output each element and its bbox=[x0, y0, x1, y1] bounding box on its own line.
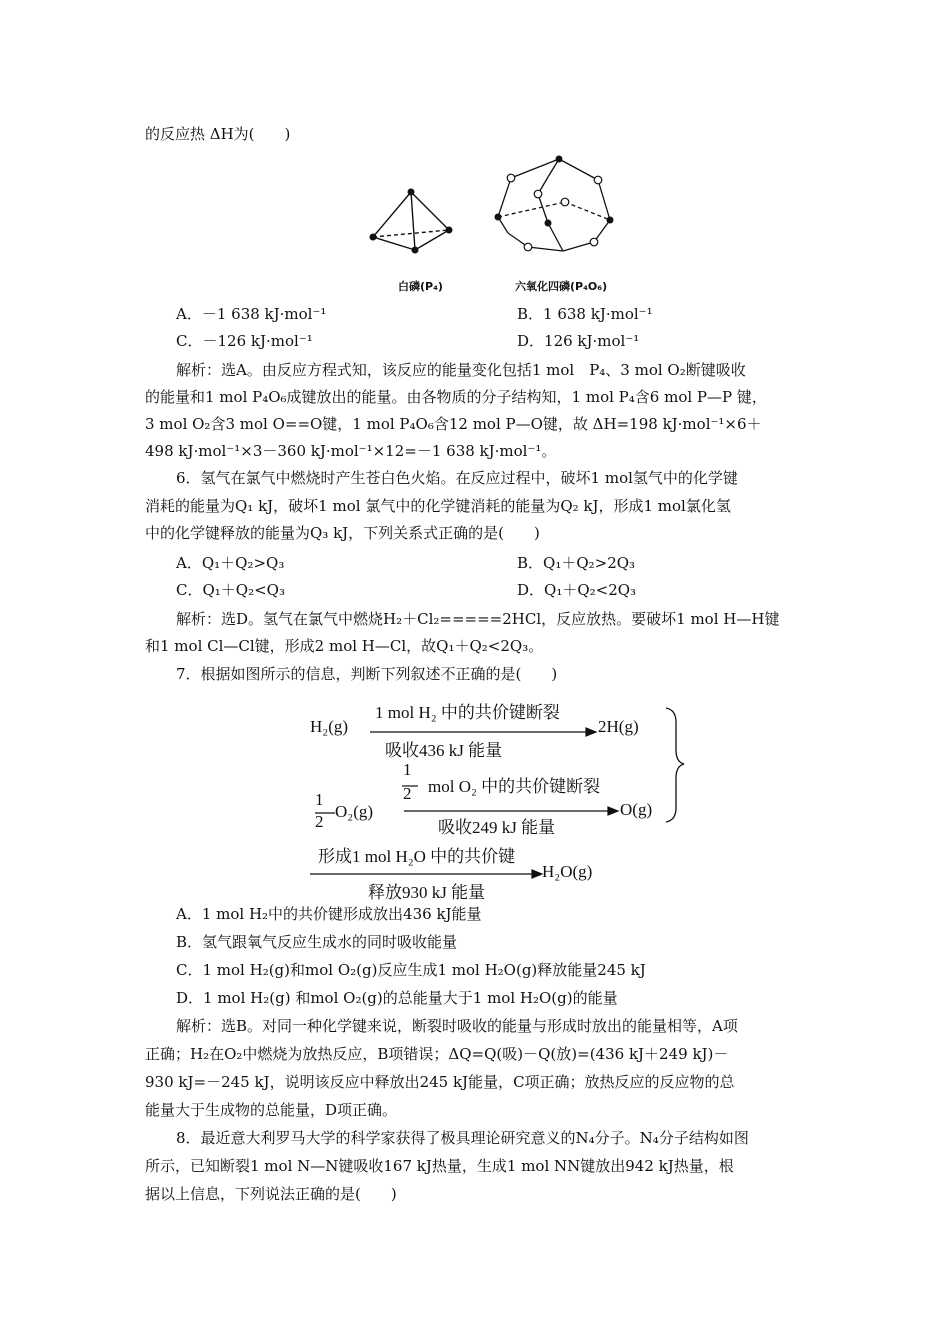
q5-solution-line1: 解析：选A。由反应方程式知，该反应的能量变化包括1 mol P₄、3 mol O₂断键吸收 bbox=[176, 361, 746, 379]
q7-option-d: D．1 mol H₂(g) 和mol O₂(g)的总能量大于1 mol H₂O(g)的能量 bbox=[176, 989, 618, 1007]
q5-solution-line3: 3 mol O₂含3 mol O==O键，1 mol P₄O₆含12 mol P—O键，故 ΔH=198 kJ·mol⁻¹×6＋ bbox=[145, 415, 762, 433]
q7-stem: 7．根据如图所示的信息，判断下列叙述不正确的是( ) bbox=[176, 665, 558, 683]
q6-stem-line3: 中的化学键释放的能量为Q₃ kJ，下列关系式正确的是( ) bbox=[145, 524, 540, 542]
diagram-arrow1-bottom-label: 吸收436 kJ 能量 bbox=[385, 741, 503, 760]
q6-stem-line2: 消耗的能量为Q₁ kJ，破坏1 mol 氯气中的化学键消耗的能量为Q₂ kJ，形成1 mol氯化氢 bbox=[145, 497, 731, 515]
q7-solution-line3: 930 kJ=－245 kJ，说明该反应中释放出245 kJ能量，C项正确；放热反应的反应物的总 bbox=[145, 1073, 735, 1091]
diagram-o2-label: O₂(g) bbox=[335, 802, 374, 821]
q6-stem-line1: 6．氢气在氯气中燃烧时产生苍白色火焰。在反应过程中，破坏1 mol氢气中的化学键 bbox=[176, 469, 738, 487]
diagram-arrow2-bottom-label: 吸收249 kJ 能量 bbox=[438, 818, 556, 837]
q5-stem-tail: 的反应热 ΔH为( ) bbox=[145, 125, 291, 143]
q6-option-b: B．Q₁＋Q₂>2Q₃ bbox=[517, 554, 636, 572]
p4o6-caption: 六氧化四磷(P₄O₆) bbox=[515, 280, 608, 293]
diagram-arrows-and-brace bbox=[300, 700, 690, 890]
q6-option-a: A．Q₁＋Q₂>Q₃ bbox=[176, 554, 285, 572]
q7-solution-line2: 正确；H₂在O₂中燃烧为放热反应，B项错误；ΔQ=Q(吸)－Q(放)=(436 kJ＋249 kJ)－ bbox=[145, 1045, 729, 1063]
diagram-o-label: O(g) bbox=[620, 800, 653, 819]
diagram-arrow2-top-label: mol O₂ 中的共价键断裂 bbox=[428, 777, 601, 796]
diagram-2h-label: 2H(g) bbox=[598, 717, 639, 736]
white-phosphorus-figure bbox=[365, 182, 465, 256]
white-phosphorus-caption: 白磷(P₄) bbox=[398, 280, 443, 293]
p4o6-figure bbox=[488, 150, 618, 262]
diagram-small-half-den: 2 bbox=[403, 784, 412, 803]
diagram-arrow3-top-label: 形成1 mol H₂O 中的共价键 bbox=[318, 847, 516, 866]
diagram-half-num: 1 bbox=[315, 790, 324, 809]
q7-option-c: C．1 mol H₂(g)和mol O₂(g)反应生成1 mol H₂O(g)释放能量245 kJ bbox=[176, 961, 646, 979]
diagram-h2o-label: H₂O(g) bbox=[542, 862, 593, 881]
q7-option-b: B．氢气跟氧气反应生成水的同时吸收能量 bbox=[176, 933, 458, 951]
q7-solution-line4: 能量大于生成物的总能量，D项正确。 bbox=[145, 1101, 398, 1119]
diagram-arrow1-top-label: 1 mol H₂ 中的共价键断裂 bbox=[375, 703, 560, 722]
diagram-small-half-num: 1 bbox=[403, 760, 412, 779]
q5-option-a: A．－1 638 kJ·mol⁻¹ bbox=[176, 305, 327, 323]
q5-option-c: C．－126 kJ·mol⁻¹ bbox=[176, 332, 313, 350]
q6-option-d: D．Q₁＋Q₂<2Q₃ bbox=[517, 581, 637, 599]
q7-solution-line1: 解析：选B。对同一种化学键来说，断裂时吸收的能量与形成时放出的能量相等，A项 bbox=[176, 1017, 738, 1035]
q5-solution-line4: 498 kJ·mol⁻¹×3－360 kJ·mol⁻¹×12=－1 638 kJ·mol⁻¹。 bbox=[145, 442, 557, 460]
diagram-arrow3-bottom-label: 释放930 kJ 能量 bbox=[368, 883, 486, 902]
q8-stem-line1: 8．最近意大利罗马大学的科学家获得了极具理论研究意义的N₄分子。N₄分子结构如图 bbox=[176, 1129, 749, 1147]
diagram-half-den: 2 bbox=[315, 812, 324, 831]
q6-option-c: C．Q₁＋Q₂<Q₃ bbox=[176, 581, 285, 599]
q8-stem-line2: 所示，已知断裂1 mol N—N键吸收167 kJ热量，生成1 mol NN键放出942 kJ热量，根 bbox=[145, 1157, 734, 1175]
q5-option-b: B．1 638 kJ·mol⁻¹ bbox=[517, 305, 653, 323]
q5-solution-line2: 的能量和1 mol P₄O₆成键放出的能量。由各物质的分子结构知，1 mol P₄含6 mol P—P 键， bbox=[145, 388, 767, 406]
q5-option-d: D．126 kJ·mol⁻¹ bbox=[517, 332, 640, 350]
q8-stem-line3: 据以上信息，下列说法正确的是( ) bbox=[145, 1185, 397, 1203]
q6-solution-line2: 和1 mol Cl—Cl键，形成2 mol H—Cl，故Q₁＋Q₂<2Q₃。 bbox=[145, 637, 544, 655]
diagram-h2-label: H₂(g) bbox=[310, 717, 349, 736]
q6-solution-line1: 解析：选D。氢气在氯气中燃烧H₂＋Cl₂=====2HCl，反应放热。要破坏1 mol H—H键 bbox=[176, 610, 780, 628]
q7-option-a: A．1 mol H₂中的共价键形成放出436 kJ能量 bbox=[176, 905, 482, 923]
